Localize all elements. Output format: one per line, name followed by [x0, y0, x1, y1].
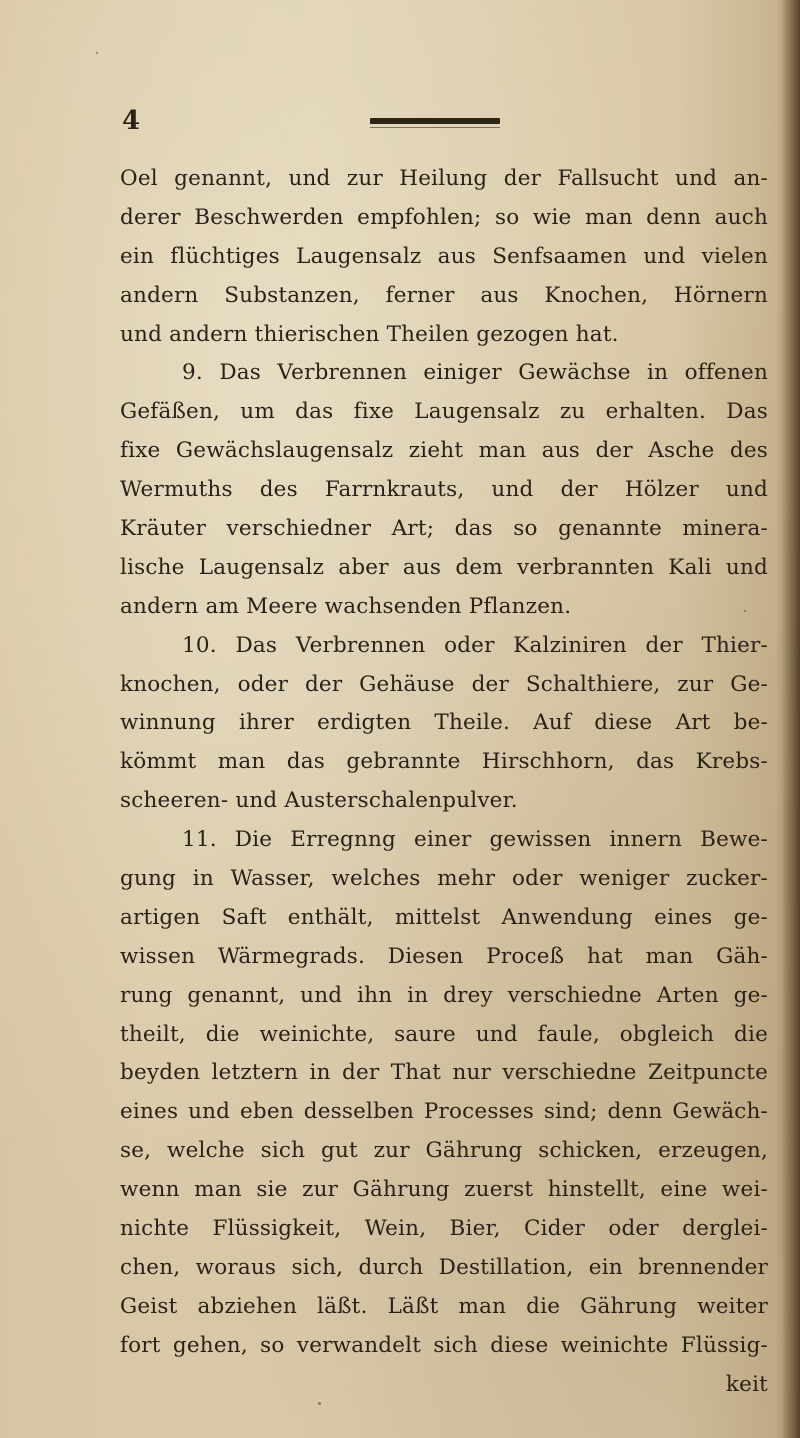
- paragraph-start-10: 10. Das Verbrennen oder Kalziniren der Thier-: [182, 632, 768, 658]
- text-line: lische Laugensalz aber aus dem verbrannten Kali und: [120, 554, 768, 580]
- page-number: 4: [122, 106, 141, 136]
- page-edge-shadow: [782, 0, 800, 1438]
- text-line: rung genannt, und ihn in drey verschiedne Arten ge-: [120, 982, 768, 1008]
- text-line: Kräuter verschiedner Art; das so genannte minera-: [120, 516, 768, 542]
- text-line: winnung ihrer erdigten Theile. Auf diese Art be-: [120, 710, 768, 736]
- text-line: andern Substanzen, ferner aus Knochen, Hörnern: [120, 282, 768, 308]
- text-line: ein flüchtiges Laugensalz aus Senfsaamen und vielen: [120, 243, 768, 269]
- text-line: scheeren- und Austerschalenpulver.: [120, 788, 518, 814]
- text-line: nichte Flüssigkeit, Wein, Bier, Cider oder derglei-: [120, 1216, 768, 1242]
- text-line: se, welche sich gut zur Gährung schicken, erzeugen,: [120, 1138, 768, 1164]
- paragraph-start-9: 9. Das Verbrennen einiger Gewächse in offenen: [182, 360, 768, 386]
- text-line: beyden letztern in der That nur verschiedne Zeitpuncte: [120, 1060, 768, 1086]
- text-line: theilt, die weinichte, saure und faule, obgleich die: [120, 1021, 768, 1047]
- text-line: und andern thierischen Theilen gezogen hat.: [120, 321, 619, 347]
- text-line: fort gehen, so verwandelt sich diese weinichte Flüssig-: [120, 1332, 768, 1358]
- paper-speck: [96, 52, 98, 54]
- paper-speck: [744, 610, 746, 612]
- catchword: keit: [725, 1371, 768, 1397]
- text-line: Oel genannt, und zur Heilung der Fallsucht und an-: [120, 166, 768, 191]
- text-line: derer Beschwerden empfohlen; so wie man denn auch: [120, 204, 768, 230]
- text-line: wenn man sie zur Gährung zuerst hinstellt, eine wei-: [120, 1177, 768, 1203]
- text-line: chen, woraus sich, durch Destillation, ein brennender: [120, 1254, 768, 1280]
- text-line: Wermuths des Farrnkrauts, und der Hölzer und: [120, 477, 768, 503]
- text-line: kömmt man das gebrannte Hirschhorn, das Krebs-: [120, 749, 768, 775]
- text-line: Geist abziehen läßt. Läßt man die Gährung weiter: [120, 1293, 768, 1319]
- text-line: andern am Meere wachsenden Pflanzen.: [120, 593, 572, 619]
- text-line: knochen, oder der Gehäuse der Schalthiere, zur Ge-: [120, 671, 768, 697]
- paper-speck: [318, 1402, 321, 1405]
- paragraph-start-11: 11. Die Erregnng einer gewissen innern Bewe-: [182, 827, 768, 853]
- text-line: eines und eben desselben Processes sind; denn Gewäch-: [120, 1099, 768, 1125]
- text-line: gung in Wasser, welches mehr oder weniger zucker-: [120, 866, 768, 892]
- text-line: wissen Wärmegrads. Diesen Proceß hat man Gäh-: [120, 943, 768, 969]
- text-line: artigen Saft enthält, mittelst Anwendung eines ge-: [120, 904, 768, 930]
- text-line: fixe Gewächslaugensalz zieht man aus der Asche des: [120, 438, 768, 464]
- header-rule: [370, 118, 500, 124]
- body-text: [120, 160, 768, 1405]
- text-line: Gefäßen, um das fixe Laugensalz zu erhalten. Das: [120, 399, 768, 425]
